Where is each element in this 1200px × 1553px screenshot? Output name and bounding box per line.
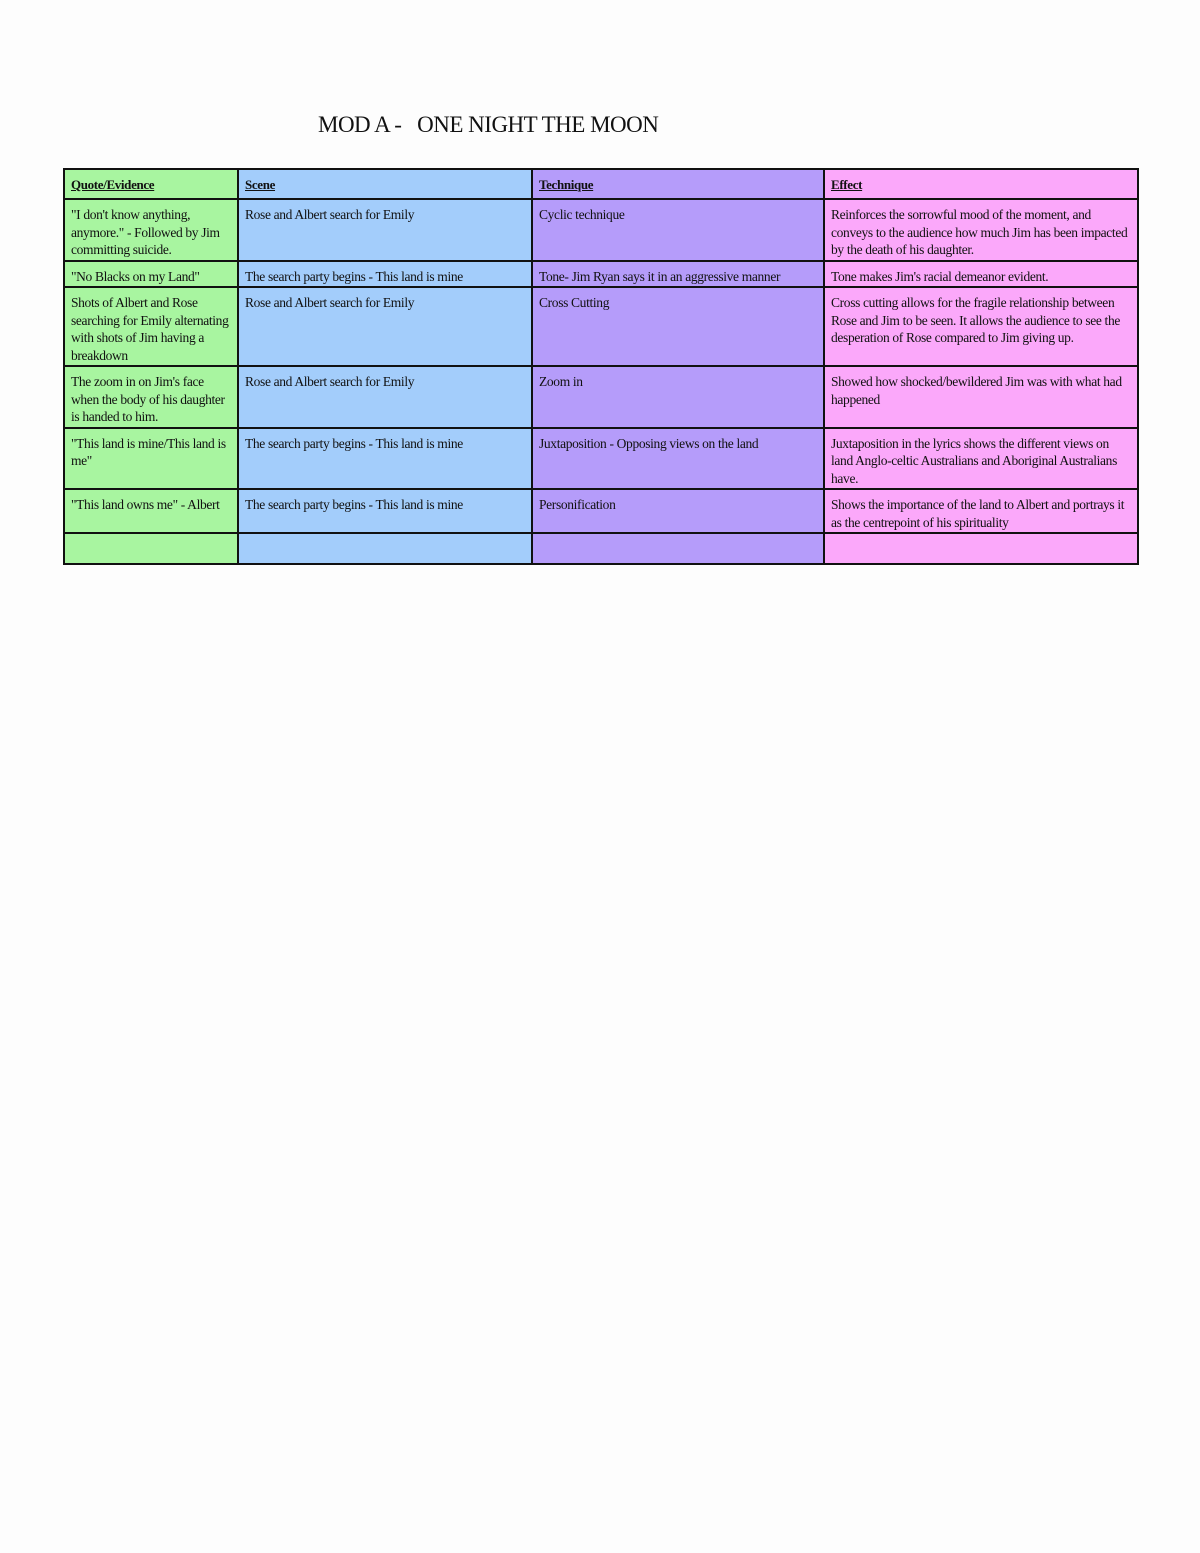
table-header-row — [64, 169, 1138, 199]
effect-cell: Shows the importance of the land to Albert and portrays it as the centrepoint of his spirituality — [824, 489, 1138, 533]
scene-cell: The search party begins - This land is mine — [238, 489, 532, 533]
quote-cell: "This land is mine/This land is me" — [64, 428, 238, 490]
scene-cell: Rose and Albert search for Emily — [238, 366, 532, 428]
document-title: MOD A - ONE NIGHT THE MOON — [318, 112, 659, 137]
table-row — [64, 261, 1138, 288]
effect-cell: Cross cutting allows for the fragile relationship between Rose and Jim to be seen. It allows the audience to see the desperation of Rose compared to Jim giving up. — [824, 287, 1138, 366]
quote-cell: The zoom in on Jim's face when the body of his daughter is handed to him. — [64, 366, 238, 428]
technique-cell: Zoom in — [532, 366, 824, 428]
header-effect: Effect — [824, 169, 1138, 199]
technique-cell: Cross Cutting — [532, 287, 824, 366]
quote-cell: "I don't know anything, anymore." - Followed by Jim committing suicide. — [64, 199, 238, 261]
empty-table-row — [64, 533, 1138, 564]
header-technique: Technique — [532, 169, 824, 199]
table-row — [64, 199, 1138, 261]
quote-cell: "No Blacks on my Land" — [64, 261, 238, 288]
quote-cell: "This land owns me" - Albert — [64, 489, 238, 533]
scene-cell: The search party begins - This land is mine — [238, 428, 532, 490]
technique-cell: Personification — [532, 489, 824, 533]
empty-quote-cell — [64, 533, 238, 564]
empty-effect-cell — [824, 533, 1138, 564]
scene-cell: Rose and Albert search for Emily — [238, 287, 532, 366]
effect-cell: Showed how shocked/bewildered Jim was with what had happened — [824, 366, 1138, 428]
empty-technique-cell — [532, 533, 824, 564]
effect-cell: Tone makes Jim's racial demeanor evident. — [824, 261, 1138, 288]
empty-scene-cell — [238, 533, 532, 564]
technique-cell: Tone- Jim Ryan says it in an aggressive manner — [532, 261, 824, 288]
technique-cell: Juxtaposition - Opposing views on the land — [532, 428, 824, 490]
header-scene: Scene — [238, 169, 532, 199]
header-quote-evidence: Quote/Evidence — [64, 169, 238, 199]
effect-cell: Reinforces the sorrowful mood of the moment, and conveys to the audience how much Jim has been impacted by the death of his daughter. — [824, 199, 1138, 261]
scene-cell: Rose and Albert search for Emily — [238, 199, 532, 261]
analysis-table — [63, 168, 1139, 565]
technique-cell: Cyclic technique — [532, 199, 824, 261]
scene-cell: The search party begins - This land is mine — [238, 261, 532, 288]
table-row — [64, 366, 1138, 428]
table-row — [64, 428, 1138, 490]
table-row — [64, 287, 1138, 366]
table-row — [64, 489, 1138, 533]
quote-cell: Shots of Albert and Rose searching for Emily alternating with shots of Jim having a breakdown — [64, 287, 238, 366]
effect-cell: Juxtaposition in the lyrics shows the different views on land Anglo-celtic Australians and Aboriginal Australians have. — [824, 428, 1138, 490]
